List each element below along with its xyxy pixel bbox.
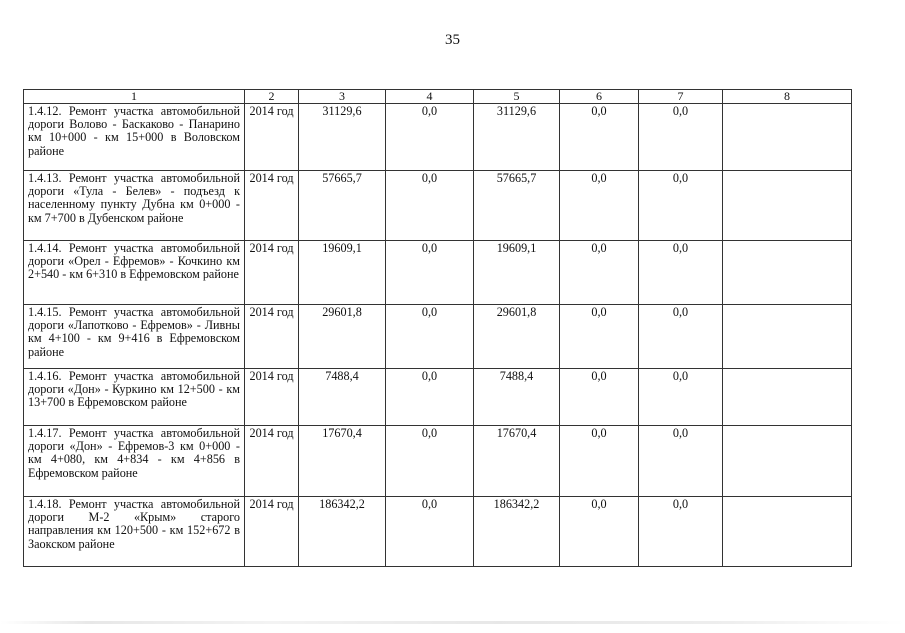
value-cell: 0,0 xyxy=(560,104,639,171)
table-row xyxy=(24,305,852,369)
value-cell: 31129,6 xyxy=(474,104,560,171)
description-cell: 1.4.13. Ремонт участка автомобильной дороги «Тула - Белев» - подъезд к населенному пункту Дубна км 0+000 - км 7+700 в Дубенском районе xyxy=(24,171,245,241)
value-cell: 0,0 xyxy=(560,241,639,305)
data-table xyxy=(23,89,852,567)
year-cell: 2014 год xyxy=(245,426,299,497)
value-cell: 29601,8 xyxy=(474,305,560,369)
value-cell: 7488,4 xyxy=(299,369,386,426)
value-cell: 0,0 xyxy=(386,171,474,241)
year-cell: 2014 год xyxy=(245,305,299,369)
description-cell: 1.4.14. Ремонт участка автомобильной дороги «Орел - Ефремов» - Кочкино км 2+540 - км 6+310 в Ефремовском районе xyxy=(24,241,245,305)
value-cell: 0,0 xyxy=(639,171,723,241)
value-cell: 17670,4 xyxy=(299,426,386,497)
value-cell: 19609,1 xyxy=(474,241,560,305)
value-cell: 0,0 xyxy=(639,104,723,171)
year-cell: 2014 год xyxy=(245,104,299,171)
value-cell: 31129,6 xyxy=(299,104,386,171)
value-cell: 0,0 xyxy=(639,497,723,567)
value-cell: 57665,7 xyxy=(474,171,560,241)
header-cell: 4 xyxy=(386,90,474,104)
value-cell: 19609,1 xyxy=(299,241,386,305)
value-cell: 7488,4 xyxy=(474,369,560,426)
header-cell: 3 xyxy=(299,90,386,104)
header-cell: 8 xyxy=(723,90,852,104)
value-cell: 0,0 xyxy=(639,305,723,369)
year-cell: 2014 год xyxy=(245,369,299,426)
page-number: 35 xyxy=(445,32,460,48)
empty-cell xyxy=(723,426,852,497)
value-cell: 186342,2 xyxy=(474,497,560,567)
empty-cell xyxy=(723,171,852,241)
table-row xyxy=(24,497,852,567)
empty-cell xyxy=(723,241,852,305)
header-cell: 2 xyxy=(245,90,299,104)
empty-cell xyxy=(723,305,852,369)
year-cell: 2014 год xyxy=(245,171,299,241)
value-cell: 17670,4 xyxy=(474,426,560,497)
header-cell: 7 xyxy=(639,90,723,104)
year-cell: 2014 год xyxy=(245,241,299,305)
value-cell: 0,0 xyxy=(560,171,639,241)
value-cell: 0,0 xyxy=(386,497,474,567)
empty-cell xyxy=(723,369,852,426)
description-cell: 1.4.16. Ремонт участка автомобильной дороги «Дон» - Куркино км 12+500 - км 13+700 в Ефремовском районе xyxy=(24,369,245,426)
value-cell: 0,0 xyxy=(386,369,474,426)
table-row xyxy=(24,369,852,426)
header-cell: 5 xyxy=(474,90,560,104)
description-cell: 1.4.17. Ремонт участка автомобильной дороги «Дон» - Ефремов-3 км 0+000 - км 4+080, км 4+834 - км 4+856 в Ефремовском районе xyxy=(24,426,245,497)
value-cell: 0,0 xyxy=(386,104,474,171)
year-cell: 2014 год xyxy=(245,497,299,567)
description-cell: 1.4.18. Ремонт участка автомобильной дороги М-2 «Крым» старого направления км 120+500 - км 152+672 в Заокском районе xyxy=(24,497,245,567)
value-cell: 0,0 xyxy=(560,305,639,369)
header-cell: 6 xyxy=(560,90,639,104)
value-cell: 0,0 xyxy=(639,241,723,305)
description-cell: 1.4.15. Ремонт участка автомобильной дороги «Лапотково - Ефремов» - Ливны км 4+100 - км 9+416 в Ефремовском районе xyxy=(24,305,245,369)
header-row xyxy=(24,90,852,104)
header-cell: 1 xyxy=(24,90,245,104)
value-cell: 0,0 xyxy=(386,426,474,497)
table-row xyxy=(24,171,852,241)
value-cell: 0,0 xyxy=(560,497,639,567)
empty-cell xyxy=(723,497,852,567)
table-row xyxy=(24,241,852,305)
value-cell: 0,0 xyxy=(560,426,639,497)
description-cell: 1.4.12. Ремонт участка автомобильной дороги Волово - Баскаково - Панарино км 10+000 - км 15+000 в Воловском районе xyxy=(24,104,245,171)
table-row xyxy=(24,426,852,497)
value-cell: 57665,7 xyxy=(299,171,386,241)
value-cell: 0,0 xyxy=(639,426,723,497)
value-cell: 0,0 xyxy=(639,369,723,426)
scan-artifact xyxy=(0,621,905,624)
empty-cell xyxy=(723,104,852,171)
value-cell: 29601,8 xyxy=(299,305,386,369)
value-cell: 186342,2 xyxy=(299,497,386,567)
value-cell: 0,0 xyxy=(386,241,474,305)
value-cell: 0,0 xyxy=(560,369,639,426)
table-row xyxy=(24,104,852,171)
value-cell: 0,0 xyxy=(386,305,474,369)
